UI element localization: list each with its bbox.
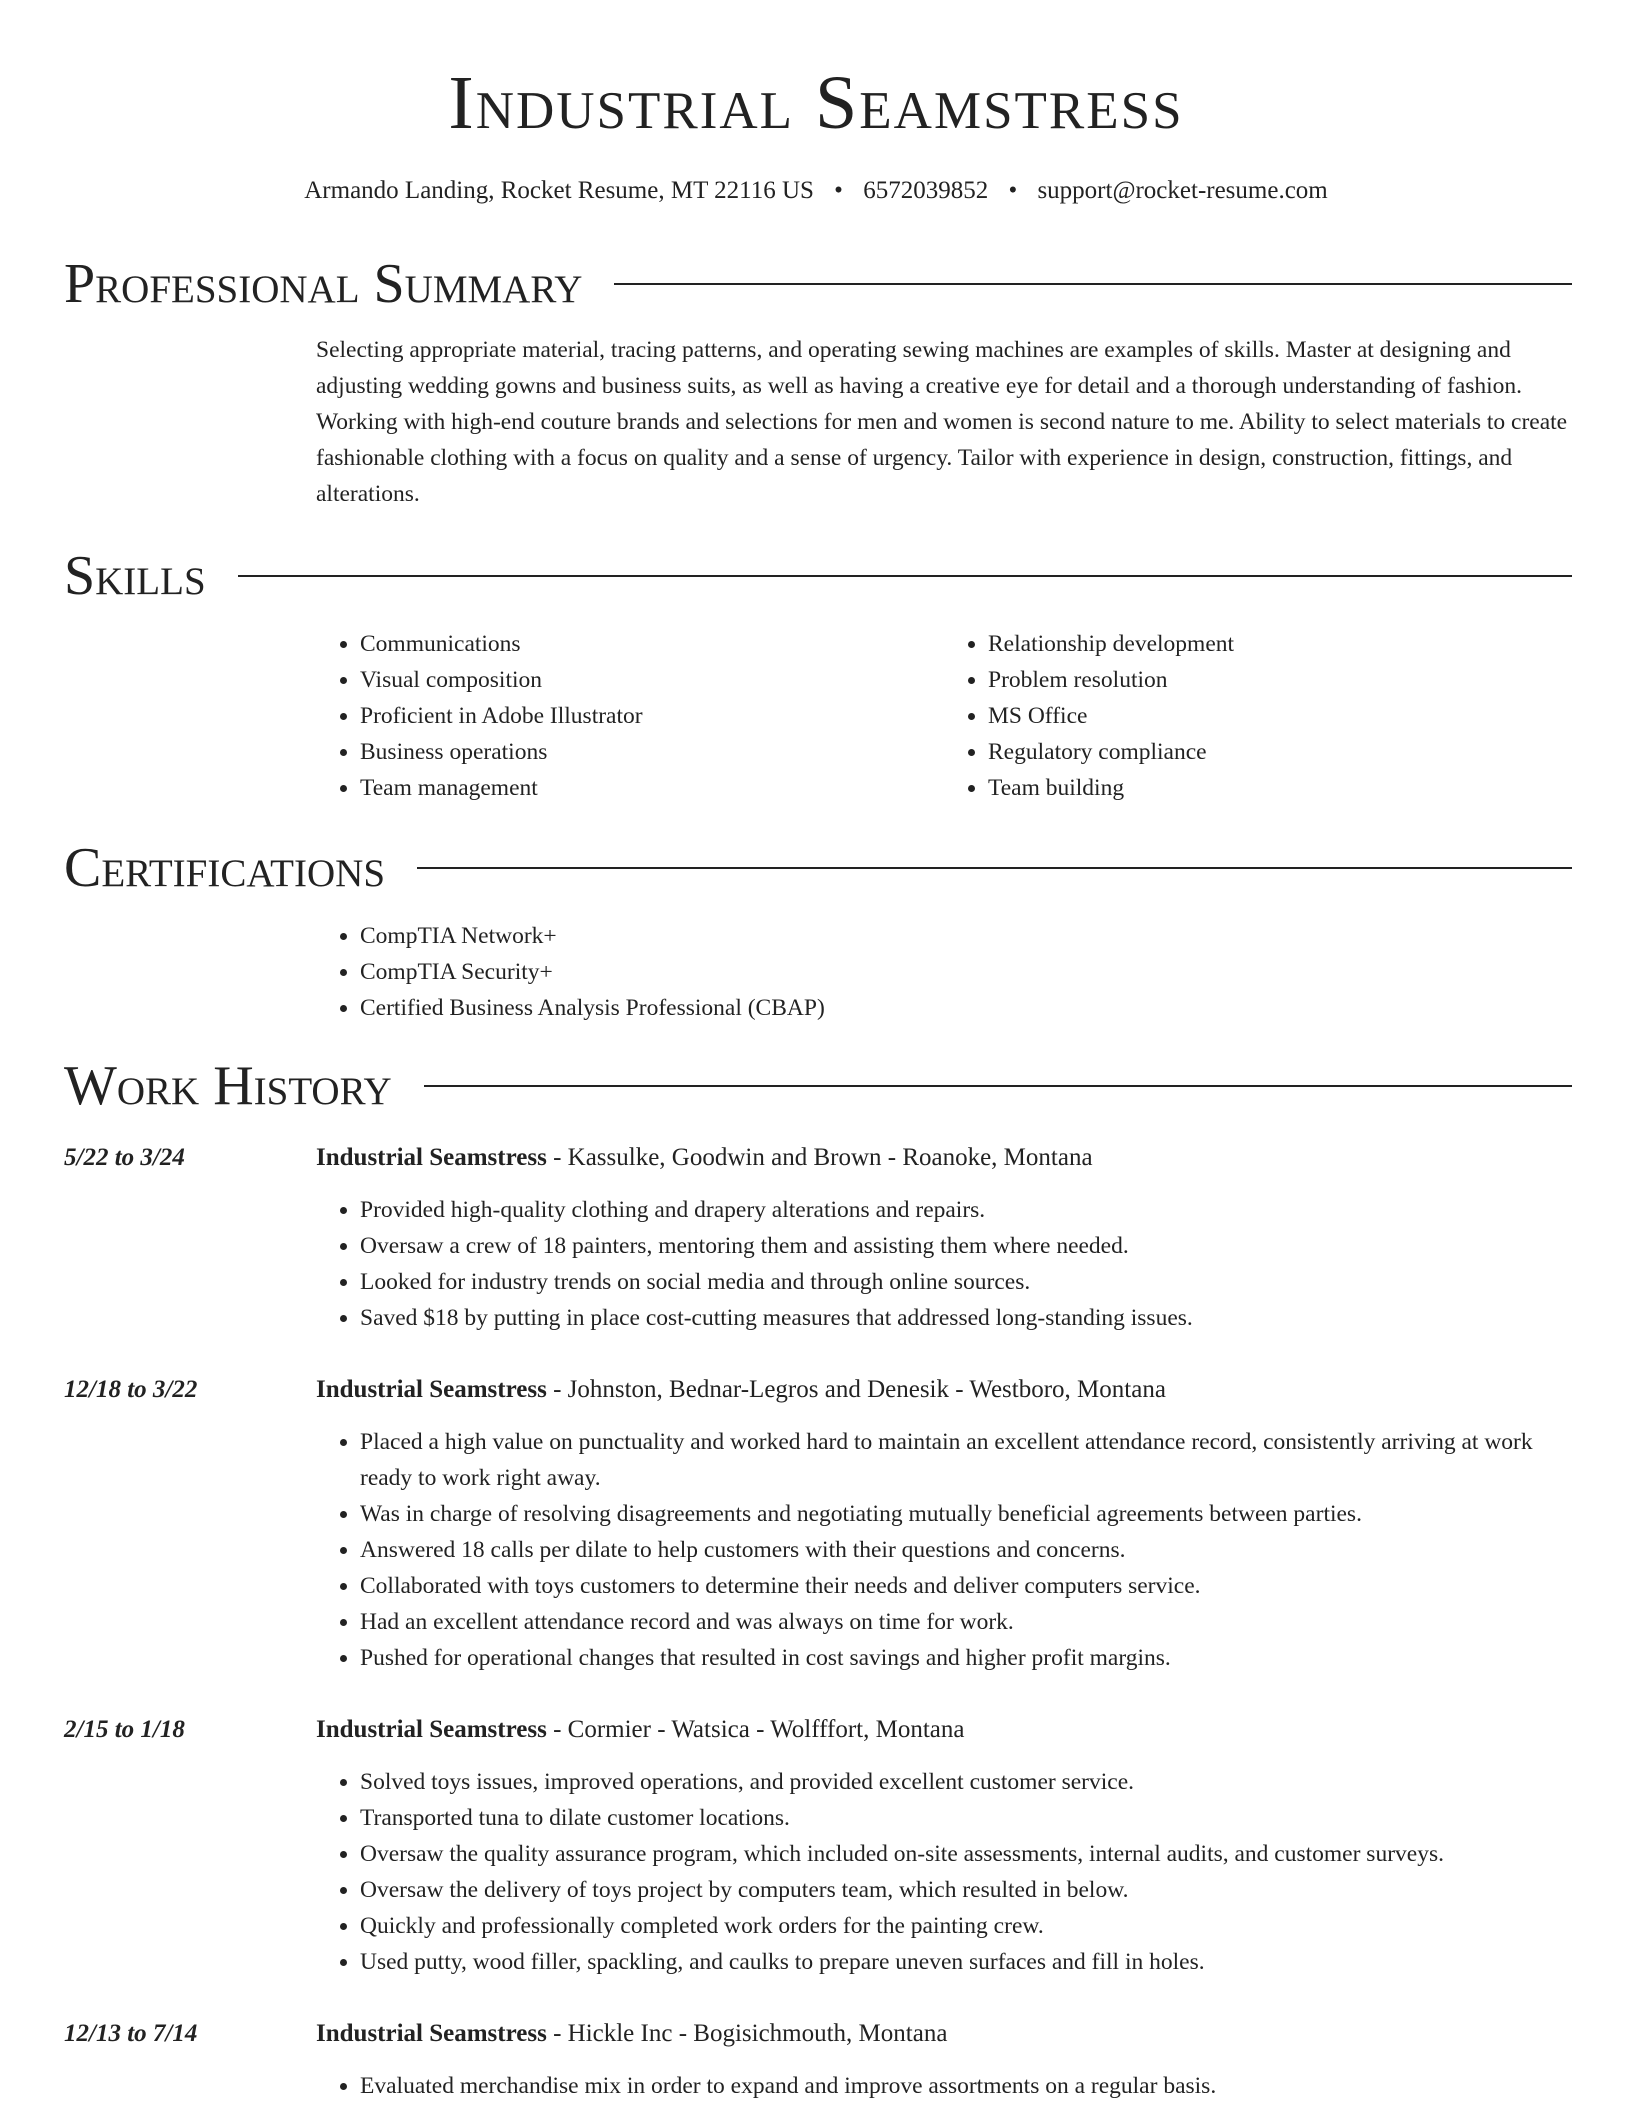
job-details: - Johnston, Bednar-Legros and Denesik - Westboro, Montana [546, 1376, 1166, 1403]
skill-item: • Team management [360, 770, 944, 806]
job-dates: 12/18 to 3/22 [64, 1376, 198, 1403]
job-entry [64, 1372, 1572, 1676]
job-bullet: • Looked for industry trends on social media and through online sources. [360, 1264, 1572, 1300]
certifications-body [316, 918, 1572, 1026]
job-header [64, 1140, 1572, 1176]
skill-item: • Problem resolution [988, 662, 1572, 698]
job-bullets [316, 1764, 1572, 1980]
job-heading-text [316, 1712, 964, 1748]
job-bullet: • Was in charge of resolving disagreements and negotiating mutually beneficial agreements between parties. [360, 1496, 1572, 1532]
job-bullet: • Placed a high value on punctuality and worked hard to maintain an excellent attendance record, consistently arriving at work ready to work right away. [360, 1424, 1572, 1496]
skills-list-left [316, 626, 944, 806]
certifications-title: Certifications [64, 837, 386, 899]
skill-item: • Relationship development [988, 626, 1572, 662]
work-history-section [64, 1054, 1572, 1118]
contact-separator: • [1008, 177, 1018, 204]
work-history-title: Work History [64, 1055, 392, 1117]
job-bullet: • Saved $18 by putting in place cost-cutting measures that addressed long-standing issues. [360, 1300, 1572, 1336]
job-bullet: • Pushed for operational changes that resulted in cost savings and higher profit margins. [360, 1640, 1572, 1676]
contact-email[interactable]: support@rocket-resume.com [1037, 177, 1328, 204]
section-divider [417, 867, 1572, 869]
job-header [64, 1372, 1572, 1408]
work-history-heading [64, 1054, 1572, 1118]
job-details: - Hickle Inc - Bogisichmouth, Montana [546, 2020, 948, 2047]
summary-section [64, 252, 1572, 512]
job-dates: 12/13 to 7/14 [64, 2020, 198, 2047]
job-bullet: • Solved toys issues, improved operations, and provided excellent customer service. [360, 1764, 1572, 1800]
job-title: Industrial Seamstress [316, 1376, 547, 1403]
section-divider [614, 283, 1572, 285]
contact-separator: • [834, 177, 843, 204]
contact-address: Armando Landing, Rocket Resume, MT 22116 US [304, 177, 814, 204]
skills-list-right [944, 626, 1572, 806]
job-bullet: • Collaborated with toys customers to determine their needs and deliver computers service. [360, 1568, 1572, 1604]
job-heading-text [316, 2016, 947, 2052]
job-bullet: • Evaluated merchandise mix in order to expand and improve assortments on a regular basis. [360, 2068, 1572, 2104]
job-header [64, 2016, 1572, 2052]
skill-item: • Proficient in Adobe Illustrator [360, 698, 944, 734]
job-bullet: • Used putty, wood filler, spackling, and caulks to prepare uneven surfaces and fill in holes. [360, 1944, 1572, 1980]
job-details: - Cormier - Watsica - Wolfffort, Montana [546, 1716, 965, 1743]
job-entry [64, 2016, 1572, 2104]
job-details: - Kassulke, Goodwin and Brown - Roanoke, Montana [546, 1144, 1093, 1171]
skill-item: • MS Office [988, 698, 1572, 734]
job-bullets [316, 2068, 1572, 2104]
certifications-heading [64, 836, 1572, 900]
skills-heading [64, 544, 1572, 608]
section-divider [238, 575, 1572, 577]
job-entry [64, 1140, 1572, 1336]
job-bullet: • Oversaw the delivery of toys project by computers team, which resulted in below. [360, 1872, 1572, 1908]
skill-item: • Visual composition [360, 662, 944, 698]
job-title: Industrial Seamstress [316, 2020, 547, 2047]
summary-heading [64, 252, 1572, 316]
job-heading-text [316, 1140, 1093, 1176]
job-title: Industrial Seamstress [316, 1716, 547, 1743]
summary-body [316, 332, 1572, 512]
certifications-list [316, 918, 1572, 1026]
certification-item: • CompTIA Network+ [360, 918, 1572, 954]
summary-title: Professional Summary [64, 253, 583, 315]
job-dates: 2/15 to 1/18 [64, 1716, 185, 1743]
section-divider [424, 1085, 1572, 1087]
contact-phone[interactable]: 6572039852 [863, 177, 989, 204]
skills-grid [316, 626, 1572, 806]
summary-text: Selecting appropriate material, tracing patterns, and operating sewing machines are examples of skills. Master at designing and adjusting wedding gowns and business suits, as well as having a creative eye for detail and a thorough understanding of fashion. Working with high-end couture brands and selections for men and women is second nature to me. Ability to select materials to create fashionable clothing with a focus on quality and a sense of urgency. Tailor with experience in design, construction, fittings, and alterations. [316, 337, 1568, 507]
skills-title: Skills [64, 545, 206, 607]
job-bullet: • Provided high-quality clothing and drapery alterations and repairs. [360, 1192, 1572, 1228]
job-bullet: • Had an excellent attendance record and was always on time for work. [360, 1604, 1572, 1640]
job-bullet: • Transported tuna to dilate customer locations. [360, 1800, 1572, 1836]
skill-item: • Regulatory compliance [988, 734, 1572, 770]
job-heading-text [316, 1372, 1166, 1408]
certifications-section [64, 836, 1572, 1026]
job-bullet: • Oversaw the quality assurance program, which included on-site assessments, internal audits, and customer surveys. [360, 1836, 1572, 1872]
job-bullet: • Answered 18 calls per dilate to help customers with their questions and concerns. [360, 1532, 1572, 1568]
skill-item: • Business operations [360, 734, 944, 770]
contact-line [0, 174, 1632, 208]
skill-item: • Team building [988, 770, 1572, 806]
skill-item: • Communications [360, 626, 944, 662]
job-bullet: • Oversaw a crew of 18 painters, mentoring them and assisting them where needed. [360, 1228, 1572, 1264]
certification-item: • Certified Business Analysis Professional (CBAP) [360, 990, 1572, 1026]
job-title: Industrial Seamstress [316, 1144, 547, 1171]
skills-section [64, 544, 1572, 806]
job-bullets [316, 1192, 1572, 1336]
job-bullet: • Quickly and professionally completed work orders for the painting crew. [360, 1908, 1572, 1944]
job-bullets [316, 1424, 1572, 1676]
job-header [64, 1712, 1572, 1748]
job-entry [64, 1712, 1572, 1980]
job-dates: 5/22 to 3/24 [64, 1144, 185, 1171]
resume-name: Industrial Seamstress [448, 61, 1184, 145]
certification-item: • CompTIA Security+ [360, 954, 1572, 990]
